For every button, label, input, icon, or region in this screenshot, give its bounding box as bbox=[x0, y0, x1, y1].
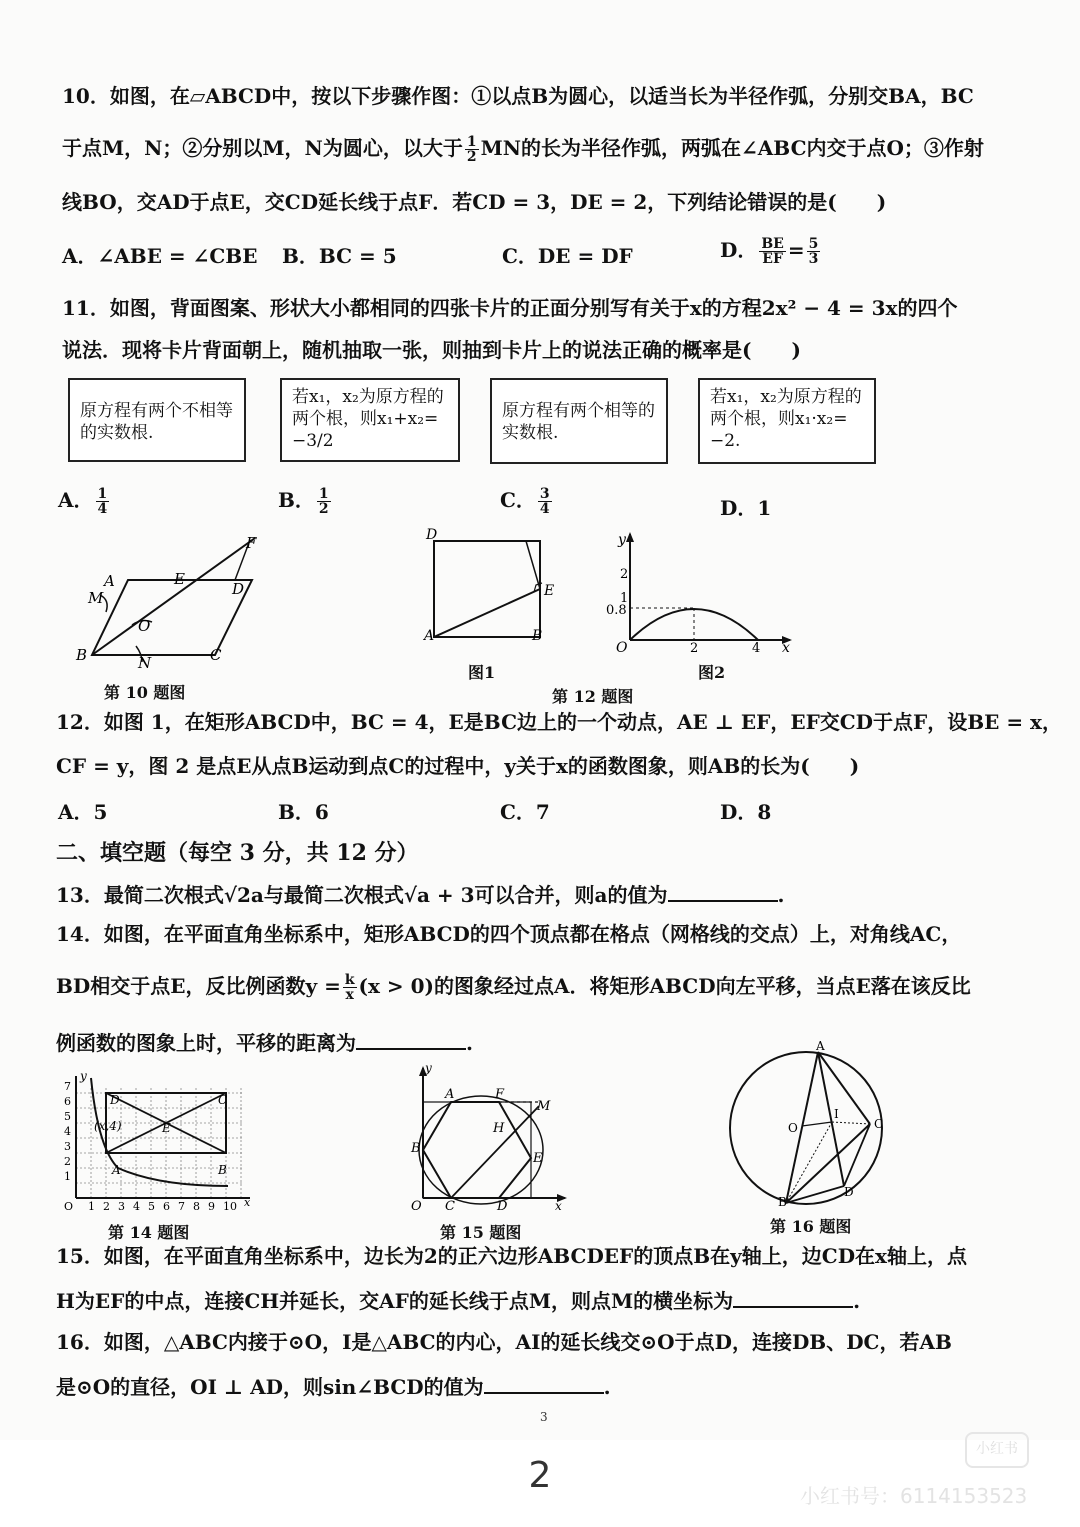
fig10-label-n: N bbox=[138, 654, 152, 670]
q15-line1: 15．如图，在平面直角坐标系中，边长为2的正六边形ABCDEF的顶点B在y轴上，边CD在x轴上，点 bbox=[56, 1244, 967, 1268]
q11-b-den: 2 bbox=[318, 501, 329, 517]
fig10-diagram bbox=[70, 530, 280, 670]
fig15-label-x: x bbox=[555, 1199, 562, 1212]
q11-card-1: 原方程有两个不相等的实数根. bbox=[68, 378, 246, 462]
fig16-label-d: D bbox=[844, 1185, 854, 1199]
q14-line2b: (x > 0)的图象经过点A．将矩形ABCD向左平移，当点E落在该反比 bbox=[358, 974, 971, 998]
fig10-label-d: D bbox=[232, 580, 245, 598]
q10-d-frac1-den: EF bbox=[762, 251, 783, 267]
q14-line1: 14．如图，在平面直角坐标系中，矩形ABCD的四个顶点都在格点（网格线的交点）上，对角线AC， bbox=[56, 922, 962, 946]
fig12b-label-y: y bbox=[618, 532, 626, 548]
fig14-label-a: A bbox=[112, 1163, 121, 1177]
fig12-figure2 bbox=[600, 528, 800, 658]
fig15-label-m: M bbox=[537, 1099, 551, 1114]
fig14-ytick-5: 5 bbox=[64, 1110, 71, 1123]
q10-line2a: 于点M，N；②分别以M，N为圆心，以大于 bbox=[62, 136, 463, 160]
q10-line2b: MN的长为半径作弧，两弧在∠ABC内交于点O；③作射 bbox=[480, 136, 984, 160]
q11-option-d: D．1 bbox=[720, 496, 772, 520]
fig14-ytick-3: 3 bbox=[64, 1140, 71, 1153]
q11-card-3: 原方程有两个相等的实数根. bbox=[490, 378, 668, 464]
q10-d-frac1 bbox=[759, 237, 786, 266]
fig15-label-h: H bbox=[493, 1121, 505, 1136]
fig14-xtick-10: 10 bbox=[223, 1200, 237, 1213]
q11-a-den: 4 bbox=[97, 501, 108, 517]
fig15-label-b: B bbox=[411, 1141, 421, 1156]
q11-option-a bbox=[58, 484, 111, 516]
q14-line3-text: 例函数的图象上时，平移的距离为 bbox=[56, 1031, 356, 1055]
section-fill-in-title: 二、填空题（每空 3 分，共 12 分） bbox=[56, 840, 419, 866]
fig14-xtick-4: 4 bbox=[133, 1200, 140, 1213]
q10-frac-num: 1 bbox=[466, 134, 477, 150]
q11-option-b bbox=[278, 484, 333, 516]
q11-c-den: 4 bbox=[539, 501, 550, 517]
q16-end: . bbox=[603, 1375, 611, 1399]
fig14-ytick-1: 1 bbox=[64, 1170, 71, 1183]
q15-line2 bbox=[56, 1286, 1040, 1315]
fig15-label-e: E bbox=[533, 1151, 543, 1166]
fig15-label-y: y bbox=[425, 1062, 432, 1075]
q12-option-a: A．5 bbox=[58, 800, 108, 824]
q10-option-d-label: D． bbox=[720, 238, 758, 262]
fig15-origin: O bbox=[411, 1199, 422, 1212]
fig10-label-f: F bbox=[246, 534, 257, 552]
q12-option-b: B．6 bbox=[278, 800, 329, 824]
fig14-label-b: B bbox=[218, 1163, 227, 1177]
q10-d-frac1-num: BE bbox=[761, 236, 784, 252]
fig12a-label-b: B bbox=[532, 628, 543, 644]
q13-line bbox=[56, 880, 1040, 909]
fig12a-label-d: D bbox=[426, 527, 438, 543]
q15-line2-text: H为EF的中点，连接CH并延长，交AF的延长线于点M，则点M的横坐标为 bbox=[56, 1289, 734, 1313]
fig10-label-a: A bbox=[104, 572, 115, 590]
q14-frac-k: k bbox=[344, 972, 355, 988]
q11-c-frac bbox=[538, 487, 552, 516]
q12-line2: CF = y，图 2 是点E从点B运动到点C的过程中，y关于x的函数图象，则AB的长为( ) bbox=[56, 754, 860, 778]
fig15-label-a: A bbox=[445, 1087, 455, 1102]
fig16-label-i: I bbox=[834, 1107, 839, 1121]
q16-answer-blank[interactable] bbox=[484, 1372, 604, 1394]
q11-option-a-label: A． bbox=[58, 488, 94, 512]
q12-line1: 12．如图 1，在矩形ABCD中，BC = 4，E是BC边上的一个动点，AE ⊥ EF，EF交CD于点F，设BE = x， bbox=[56, 710, 1062, 734]
fig10-caption: 第 10 题图 bbox=[104, 683, 186, 702]
fig14-origin: O bbox=[64, 1200, 74, 1213]
q11-line1: 11．如图，背面图案、形状大小都相同的四张卡片的正面分别写有关于x的方程2x² − 4 = 3x的四个 bbox=[62, 296, 958, 320]
fig12-caption: 第 12 题图 bbox=[552, 687, 634, 706]
fig14-xtick-9: 9 bbox=[208, 1200, 215, 1213]
page-number: 2 bbox=[528, 1455, 552, 1496]
fig10-label-m: M bbox=[88, 589, 104, 607]
q13-end: . bbox=[777, 883, 785, 907]
q10-line3: 线BO，交AD于点E，交CD延长线于点F．若CD = 3，DE = 2，下列结论错误的是( ) bbox=[62, 190, 887, 214]
q10-option-c: C．DE = DF bbox=[502, 244, 633, 268]
fig14-grid-diagram bbox=[58, 1068, 258, 1218]
q12-option-d: D．8 bbox=[720, 800, 772, 824]
fig14-label-c: C bbox=[218, 1093, 228, 1107]
q14-k-over-x bbox=[343, 973, 357, 1002]
q10-fraction bbox=[465, 135, 479, 164]
q10-option-b: B．BC = 5 bbox=[282, 244, 397, 268]
fig14-label-e: E bbox=[162, 1121, 171, 1135]
fig14-point-label: (x,4) bbox=[94, 1119, 122, 1133]
fig16-label-o: O bbox=[788, 1121, 798, 1135]
q10-d-eq: = bbox=[787, 238, 805, 262]
fig14-xtick-3: 3 bbox=[118, 1200, 125, 1213]
q14-frac-x: x bbox=[345, 987, 354, 1003]
fig14-ytick-4: 4 bbox=[64, 1125, 71, 1138]
fig14-ytick-2: 2 bbox=[64, 1155, 71, 1168]
fig15-label-d: D bbox=[497, 1199, 508, 1212]
fig12b-xtick-4: 4 bbox=[752, 641, 761, 656]
fig10-label-e: E bbox=[174, 570, 185, 588]
q11-card-2: 若x₁，x₂为原方程的两个根，则x₁+x₂= −3/2 bbox=[280, 378, 460, 462]
fig16-caption: 第 16 题图 bbox=[770, 1217, 852, 1236]
q13-answer-blank[interactable] bbox=[668, 880, 778, 902]
q16-line2-text: 是⊙O的直径，OI ⊥ AD，则sin∠BCD的值为 bbox=[56, 1375, 484, 1399]
fig10-label-o: O bbox=[138, 617, 151, 635]
q11-a-num: 1 bbox=[97, 486, 108, 502]
fig14-xtick-2: 2 bbox=[103, 1200, 110, 1213]
fig16-label-c: C bbox=[874, 1117, 884, 1131]
fig14-label-d: D bbox=[110, 1093, 120, 1107]
q14-line2 bbox=[56, 972, 1040, 1002]
q14-line2a: BD相交于点E，反比例函数y = bbox=[56, 974, 341, 998]
fig12a-label-a: A bbox=[424, 628, 435, 644]
watermark-logo: 小红书 bbox=[965, 1432, 1029, 1468]
q13-text: 13．最简二次根式√2a与最简二次根式√a + 3可以合并，则a的值为 bbox=[56, 883, 668, 907]
q10-frac-den: 2 bbox=[466, 149, 477, 165]
watermark-id: 小红书号：6114153523 bbox=[800, 1484, 1028, 1508]
fig12b-xtick-2: 2 bbox=[690, 641, 699, 656]
fig12b-tick-2: 2 bbox=[620, 567, 629, 582]
fig16-label-b: B bbox=[778, 1195, 787, 1209]
q15-end: . bbox=[853, 1289, 861, 1313]
fig15-label-f: F bbox=[495, 1087, 505, 1102]
fig10-label-c: C bbox=[210, 646, 222, 664]
fig10-label-b: B bbox=[76, 646, 88, 664]
fig12-figure2-caption: 图2 bbox=[698, 663, 726, 682]
fig14-xtick-1: 1 bbox=[88, 1200, 95, 1213]
fig15-caption: 第 15 题图 bbox=[440, 1223, 522, 1242]
q11-option-c-label: C． bbox=[500, 488, 536, 512]
q14-end: . bbox=[466, 1031, 473, 1055]
fig12b-tick-08: 0.8 bbox=[606, 603, 627, 618]
fig14-caption: 第 14 题图 bbox=[108, 1223, 190, 1242]
q11-line2: 说法．现将卡片背面朝上，随机抽取一张，则抽到卡片上的说法正确的概率是( ) bbox=[62, 338, 801, 362]
fig14-xtick-5: 5 bbox=[148, 1200, 155, 1213]
q11-b-frac bbox=[317, 487, 331, 516]
q10-option-a: A．∠ABE = ∠CBE bbox=[62, 244, 258, 268]
fig14-label-y: y bbox=[80, 1069, 87, 1083]
fig15-hexagon-diagram bbox=[405, 1062, 575, 1212]
q11-card-4: 若x₁，x₂为原方程的两个根，则x₁·x₂= −2. bbox=[698, 378, 876, 464]
fig12a-label-e: E bbox=[544, 583, 555, 599]
q11-option-c bbox=[500, 484, 554, 516]
q10-d-frac2-den: 3 bbox=[808, 251, 819, 267]
q14-answer-blank[interactable] bbox=[356, 1028, 466, 1050]
fig14-label-x: x bbox=[244, 1196, 251, 1209]
q15-answer-blank[interactable] bbox=[733, 1286, 853, 1308]
q11-c-num: 3 bbox=[539, 486, 550, 502]
fig12-figure1-caption: 图1 bbox=[468, 663, 496, 682]
fig16-label-a: A bbox=[816, 1040, 825, 1053]
q11-a-frac bbox=[96, 487, 110, 516]
q16-line1: 16．如图，△ABC内接于⊙O，I是△ABC的内心，AI的延长线交⊙O于点D，连接DB、DC，若AB bbox=[56, 1330, 952, 1354]
scan-page-number: 3 bbox=[540, 1410, 548, 1424]
fig15-label-c: C bbox=[445, 1199, 455, 1212]
fig12b-label-x: x bbox=[782, 640, 790, 656]
q11-option-b-label: B． bbox=[278, 488, 315, 512]
fig16-circle-diagram bbox=[720, 1040, 900, 1210]
fig14-ytick-6: 6 bbox=[64, 1095, 71, 1108]
q12-option-c: C．7 bbox=[500, 800, 550, 824]
fig12b-tick-1: 1 bbox=[620, 591, 629, 606]
q10-line1: 10．如图，在▱ABCD中，按以下步骤作图：①以点B为圆心，以适当长为半径作弧，分别交BA，BC bbox=[62, 84, 974, 108]
q10-line2 bbox=[62, 134, 1040, 164]
q10-d-frac2-num: 5 bbox=[808, 236, 819, 252]
q10-option-d bbox=[720, 234, 822, 266]
q10-d-frac2 bbox=[807, 237, 821, 266]
q11-b-num: 1 bbox=[318, 486, 329, 502]
fig14-xtick-6: 6 bbox=[163, 1200, 170, 1213]
fig12-figure1 bbox=[420, 525, 570, 655]
fig14-xtick-8: 8 bbox=[193, 1200, 200, 1213]
fig12b-origin: O bbox=[616, 640, 628, 656]
fig14-ytick-7: 7 bbox=[64, 1080, 71, 1093]
fig14-xtick-7: 7 bbox=[178, 1200, 185, 1213]
q16-line2 bbox=[56, 1372, 1040, 1401]
